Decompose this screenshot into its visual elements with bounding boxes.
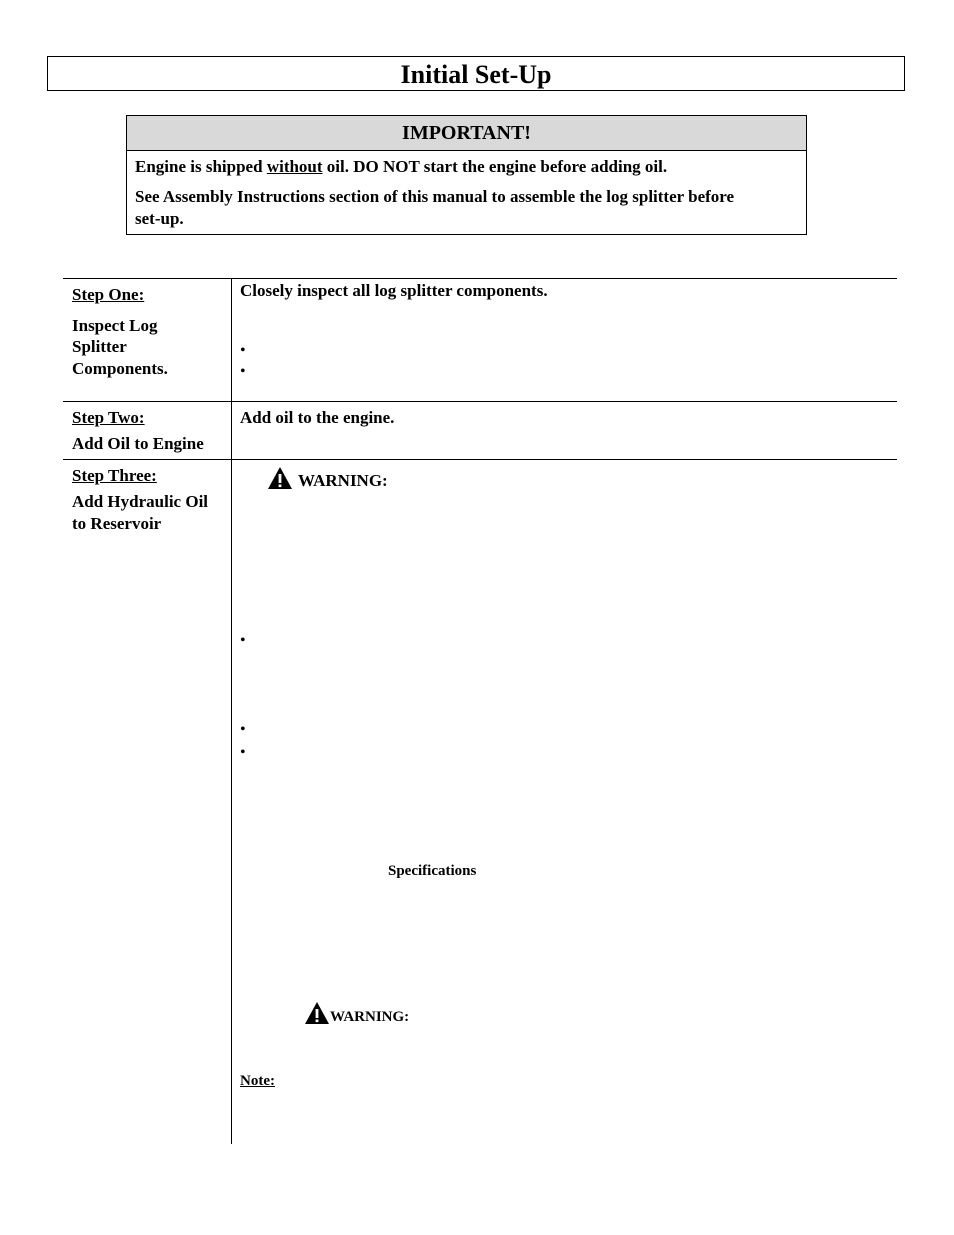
step-one-title: Components.	[72, 359, 168, 378]
list-item: •	[240, 744, 246, 761]
important-line-1: Engine is shipped without oil. DO NOT start the engine before adding oil.	[135, 157, 668, 176]
table-column-divider	[231, 278, 232, 1144]
step-two-label: Step Two:	[72, 408, 145, 427]
table-divider	[63, 459, 897, 460]
list-item: •	[240, 342, 246, 359]
warning-triangle-icon	[267, 466, 293, 490]
important-line-3: set-up.	[135, 209, 184, 228]
step-three-title: to Reservoir	[72, 514, 162, 533]
important-notice	[126, 115, 807, 235]
table-divider	[63, 278, 897, 279]
list-item: •	[240, 721, 246, 738]
warning-label: WARNING:	[330, 1009, 410, 1025]
warning-triangle-icon	[304, 1001, 330, 1025]
step-one-instruction: Closely inspect all log splitter components.	[240, 281, 548, 300]
step-one-title: Inspect Log	[72, 316, 158, 335]
list-item: •	[240, 363, 246, 380]
table-divider	[63, 401, 897, 402]
warning-notice	[267, 464, 388, 492]
underlined-word: without	[266, 157, 323, 176]
step-one-title: Splitter	[72, 337, 127, 356]
note-label: Note:	[240, 1073, 275, 1089]
warning-notice	[304, 998, 409, 1028]
specifications-heading: Specifications	[388, 863, 477, 879]
step-two-instruction: Add oil to the engine.	[240, 408, 395, 427]
important-line-2: See Assembly Instructions section of this manual to assemble the log splitter before	[135, 187, 735, 206]
step-one-label: Step One:	[72, 285, 145, 304]
important-heading: IMPORTANT!	[127, 116, 806, 151]
list-item: •	[240, 632, 246, 649]
step-three-label: Step Three:	[72, 466, 157, 485]
step-two-title: Add Oil to Engine	[72, 434, 204, 453]
step-three-title: Add Hydraulic Oil	[72, 492, 209, 511]
warning-label: WARNING:	[298, 471, 388, 490]
page-title: Initial Set-Up	[47, 56, 905, 91]
